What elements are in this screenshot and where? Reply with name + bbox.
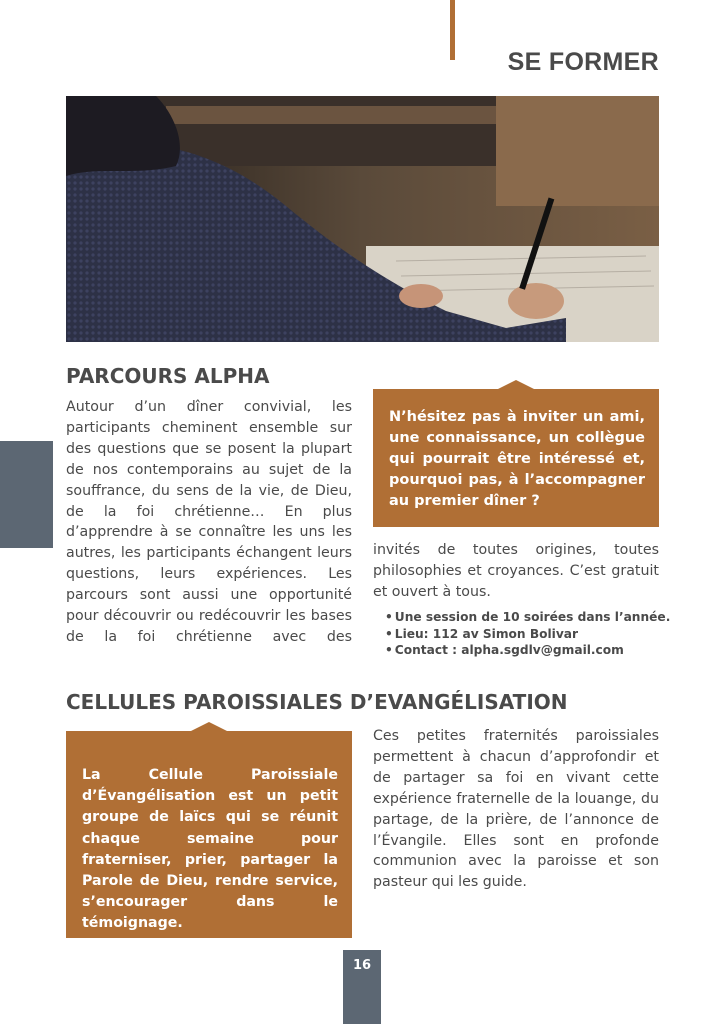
alpha-callout bbox=[373, 389, 659, 527]
page-number: 16 bbox=[352, 958, 372, 973]
info-item-session: • Une session de 10 soirées dans l’année. bbox=[385, 609, 670, 626]
header-photo bbox=[66, 96, 659, 342]
info-item-location: • Lieu: 112 av Simon Bolivar bbox=[385, 626, 670, 643]
cellules-callout bbox=[66, 731, 352, 938]
info-item-contact: • Contact : alpha.sgdlv@gmail.com bbox=[385, 642, 670, 659]
section-label: SE FORMER bbox=[507, 48, 659, 76]
alpha-body-col1: Autour d’un dîner convivial, les participants cheminent ensemble sur des questions que se posent la plupart de nos contemporains au sujet de la souffrance, du sens de la vie, de Dieu, de la foi chrétienne… En plus d’apprendre à se connaître les uns les autres, les participants échangent leurs questions, leurs expériences. Les parcours sont aussi une opportunité pour découvrir ou redécouvrir les bases de la foi chrétienne avec des bbox=[66, 399, 352, 645]
section-title-alpha: PARCOURS ALPHA bbox=[66, 364, 270, 388]
top-accent-rule bbox=[450, 0, 455, 60]
photo-person-writing-icon bbox=[66, 96, 659, 342]
cellules-callout-text: La Cellule Paroissiale d’Évangélisation est un petit groupe de laïcs qui se réunit chaque semaine pour fraterniser, prier, partager la Parole de Dieu, rendre service, s’encourager dans le témoignage. bbox=[82, 767, 338, 932]
section-title-cellules: CELLULES PAROISSIALES D’EVANGÉLISATION bbox=[66, 690, 568, 714]
side-tab bbox=[0, 441, 53, 548]
alpha-callout-text: N’hésitez pas à inviter un ami, une connaissance, un collègue qui pourrait être intéressé et, pourquoi pas, à l’accompagner au premier dîner ? bbox=[389, 409, 645, 509]
alpha-info-list bbox=[385, 609, 670, 659]
cellules-body: Ces petites fraternités paroissiales permettent à chacun d’approfondir et de partager sa foi en vivant cette expérience fraternelle de la louange, du partage, de la prière, de l’annonce de l’Évangile. Elles sont en profonde communion avec la paroisse et son pasteur qui les guide. bbox=[373, 728, 659, 891]
alpha-body-col2: invités de toutes origines, toutes philosophies et croyances. C’est gratuit et ouvert à tous. bbox=[373, 542, 659, 600]
page-number-box bbox=[343, 950, 381, 1024]
